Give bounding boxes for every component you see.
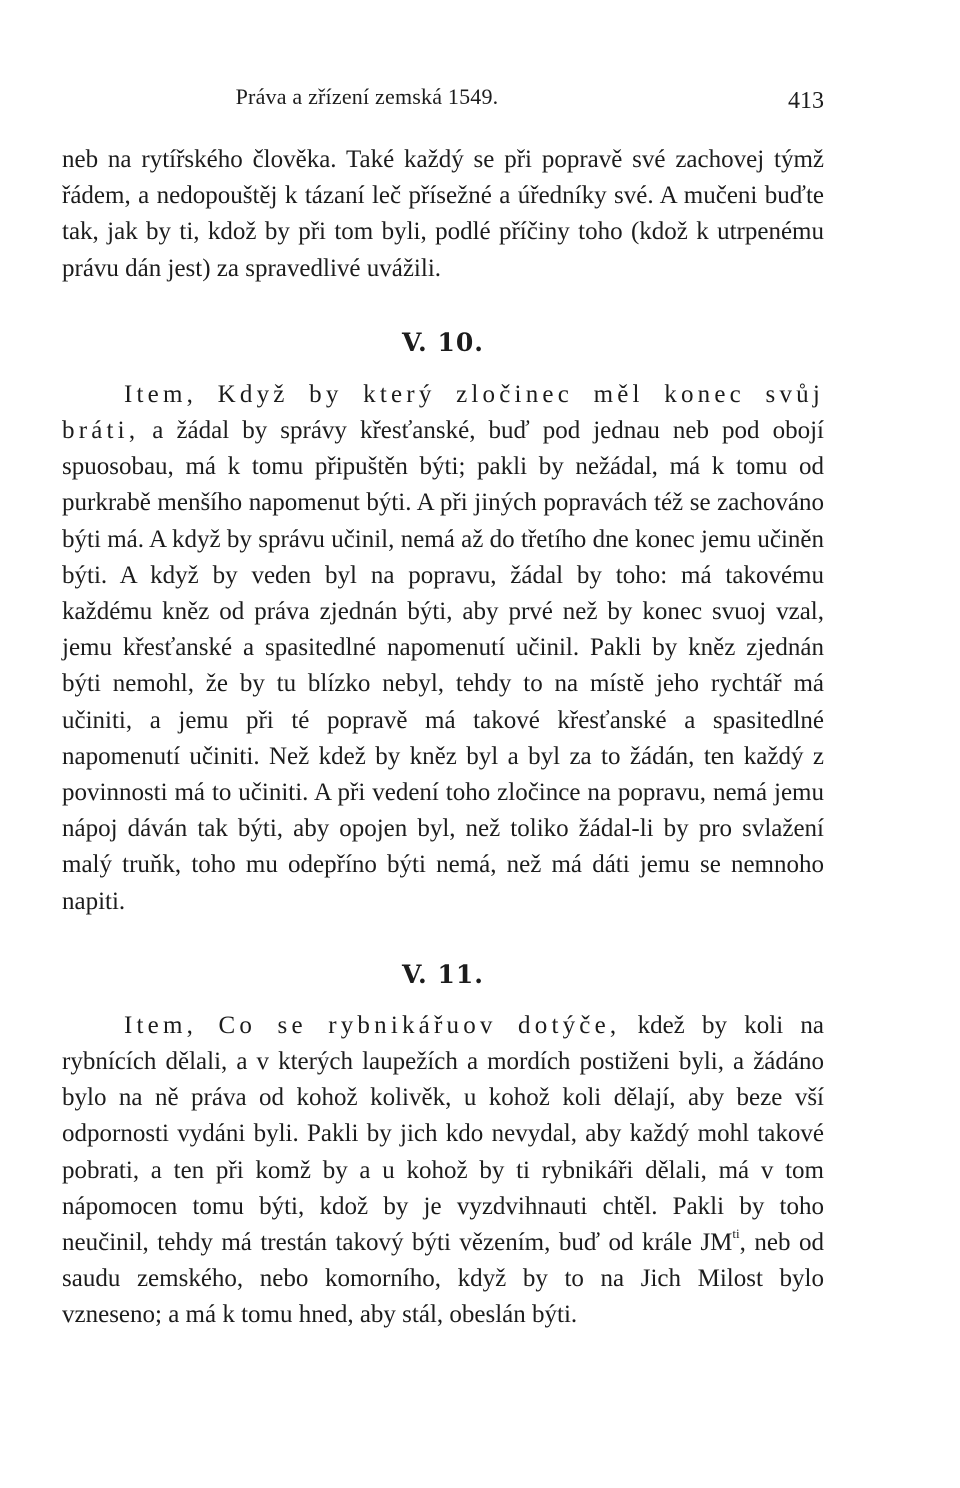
section-v10-lead-words: Item, Když by který zločinec měl konec svůj bráti, <box>62 380 824 445</box>
abbreviation-superscript: ti <box>732 1226 740 1242</box>
section-v11-text-after: , neb od saudu zemského, nebo komorního, když by to na Jich Milost bylo vzneseno; a má k tomu hned, aby stál, obeslán býti. <box>62 1229 824 1329</box>
section-heading-v11: V. 11. <box>402 959 484 989</box>
section-v10-text: a žádal by správy křesťanské, buď pod jednau neb pod obojí spuosobau, má k tomu připuštěn býti; pakli by nežádal, má k tomu od purkrabě menšího napomenut býti. A při jiných popravách též se zachováno býti má. A když by správu učinil, nemá až do třetího dne konec jemu učiněn býti. A když by veden byl na popravu, žádal by toho: má takovému každému kněz od práva zjednán býti, aby prvé než by konec svuoj vzal, jemu křesťanské a spasitedlné napomenutí učinil. Pakli by kněz zjednán býti nemohl, že by tu blízko nebyl, tehdy to na místě jeho rychtář má učiniti, a jemu při té popravě má takové křesťanské a spasitedlné napomenutí učiniti. Než kdež by kněz byl a byl za to žádán, ten každý z povinnosti má to učiniti. A při vedení toho zločince na popravu, nemá jemu nápoj dáván tak býti, aby opojen byl, než toliko žádal-li by pro svlažení malý truňk, toho mu odepříno býti nemá, než má dáti jemu se nemnoho napiti. <box>62 417 824 915</box>
running-title: Práva a zřízení zemská 1549. <box>235 84 499 109</box>
book-page <box>62 0 824 1488</box>
section-heading-v10: V. 10. <box>402 327 484 357</box>
page-number: 413 <box>788 88 824 114</box>
section-v11-text-before: kdež by koli na rybnících dělali, a v kterých laupežích a mordích postiženi byli, a žádáno bylo na ně práva od kohož kolivěk, u kohož koli dělají, aby beze vší odpornosti vydáni byli. Pakli by jich kdo nevydal, aby každý mohl takové pobrati, a ten při komž by a u kohož by ti rybnikáři dělali, má v tom nápomocen tomu býti, kdož by je vyzdvihnauti chtěl. Pakli by toho neučinil, tehdy má trestán takový býti vězením, buď od krále JM <box>62 1011 824 1257</box>
section-v11-paragraph <box>62 1008 824 1334</box>
section-v10-paragraph <box>62 377 824 920</box>
continuation-paragraph: neb na rytířského člověka. Také každý se při popravě své zachovej týmž řádem, a nedopouštěj k tázaní leč přísežné a úředníky své. A mučeni buďte tak, jak by ti, kdož by při tom byli, podlé příčiny toho (kdož k utrpenému právu dán jest) za spravedlivé uvážili. <box>62 146 824 282</box>
running-head <box>62 80 824 114</box>
section-v11-lead-words: Item, Co se rybnikářuov dotýče, <box>124 1011 621 1039</box>
body-text <box>62 142 824 1334</box>
